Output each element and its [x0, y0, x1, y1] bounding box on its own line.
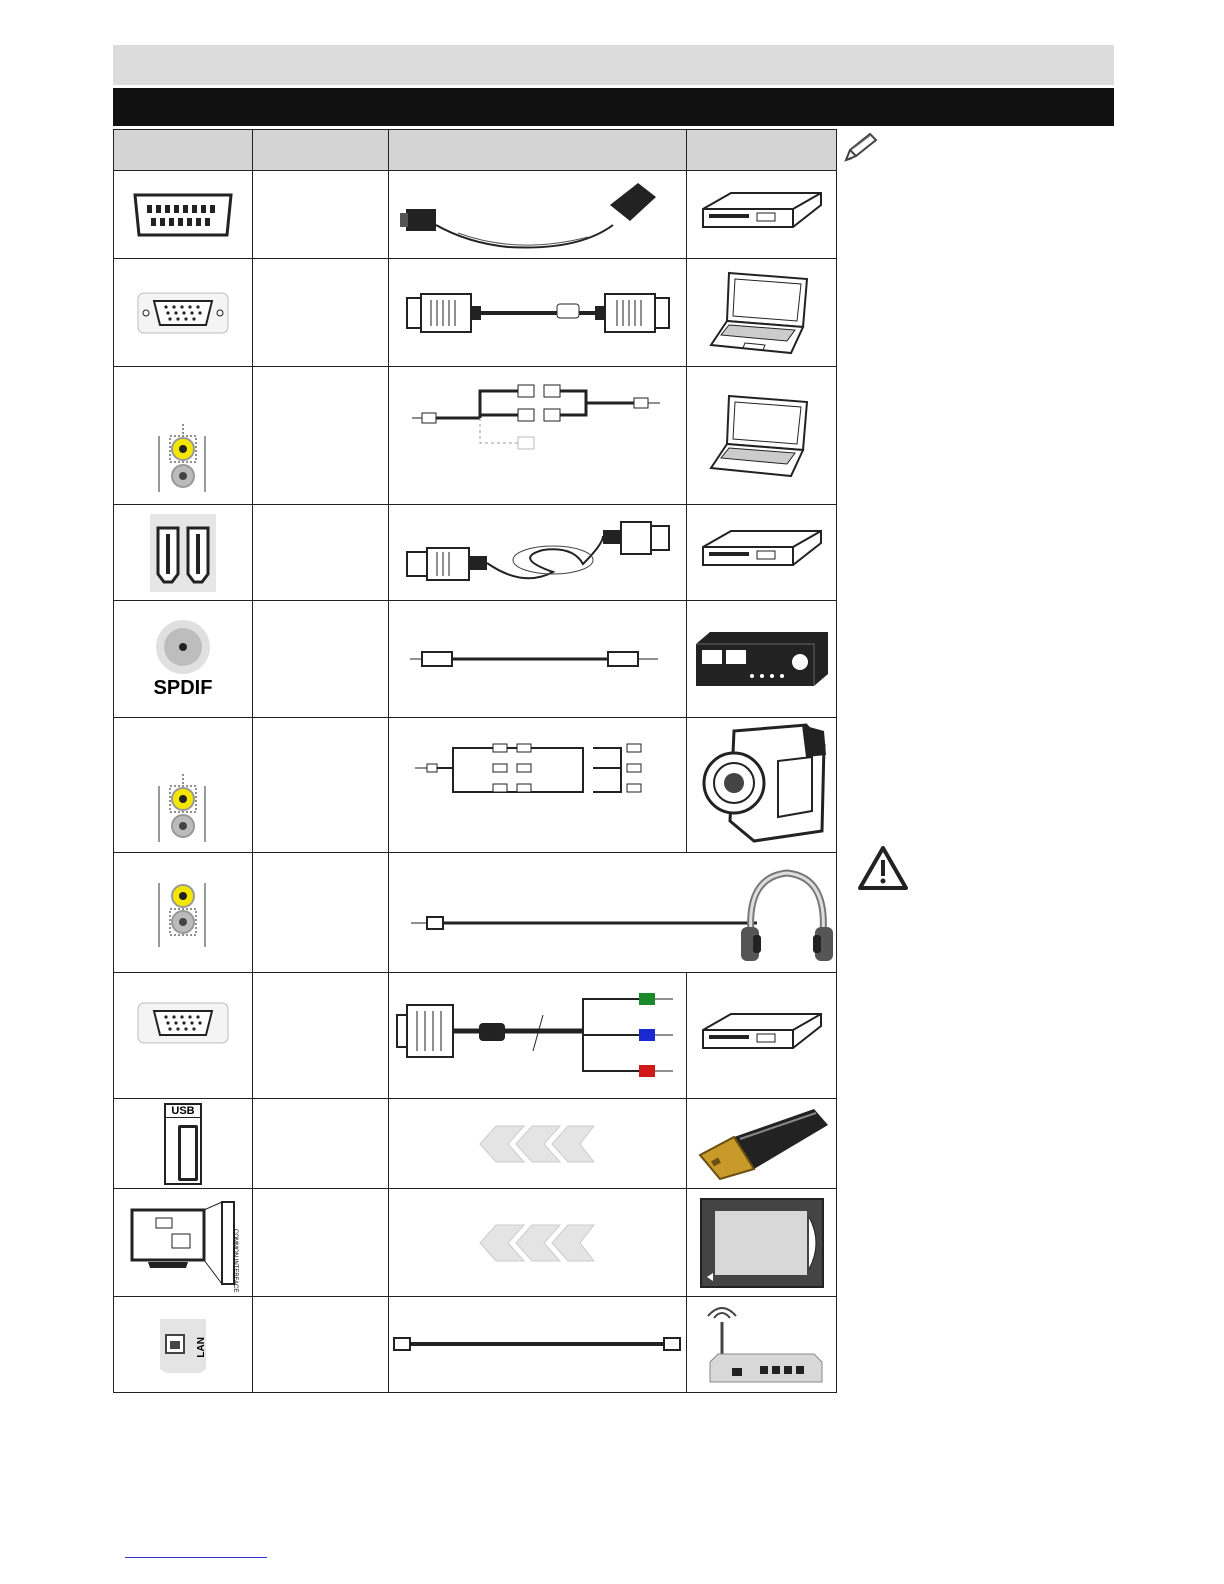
vga-socket-icon: [114, 259, 253, 367]
spdif-label: SPDIF: [153, 676, 213, 699]
camcorder-icon: [687, 718, 837, 853]
pencil-note-icon: [840, 130, 880, 166]
laptop-icon: [687, 367, 837, 505]
dvd-recorder-icon: [687, 973, 837, 1099]
audio-splitter-cable-icon: [389, 367, 687, 505]
vga-socket-icon: [114, 973, 253, 1099]
usb-label: USB: [166, 1105, 200, 1118]
type-cell: [253, 505, 389, 601]
spdif-socket-icon: [114, 601, 253, 718]
headphone-cable-icon: [389, 853, 837, 973]
type-cell: [253, 1099, 389, 1189]
component-cable-icon: [389, 973, 687, 1099]
hdmi-cable-icon: [389, 505, 687, 601]
usb-socket-icon: [114, 1099, 253, 1189]
table-row: [114, 718, 837, 853]
headphones-icon: [741, 873, 833, 961]
table-row: [114, 601, 837, 718]
usb-stick-icon: [687, 1099, 837, 1189]
type-cell: [253, 853, 389, 973]
scart-socket-icon: [114, 171, 253, 259]
amplifier-icon: [687, 601, 837, 718]
table-row: [114, 1099, 837, 1189]
dvd-recorder-icon: [687, 505, 837, 601]
table-row: [114, 1189, 837, 1297]
table-row: [114, 259, 837, 367]
router-icon: [687, 1297, 837, 1393]
type-cell: [253, 367, 389, 505]
lan-socket-icon: [114, 1297, 253, 1393]
section-title-bar: [113, 88, 1114, 126]
coaxial-cable-icon: [389, 601, 687, 718]
ci-label: COMMON INTERFACE: [232, 1229, 238, 1293]
table-row: [114, 171, 837, 259]
headphone-socket-icon: [114, 853, 253, 973]
type-cell: [253, 973, 389, 1099]
chapter-band: [113, 45, 1114, 85]
hdmi-socket-icon: [114, 505, 253, 601]
table-header-row: [114, 130, 837, 171]
column-header-connector: [114, 130, 253, 171]
lan-label: LAN: [196, 1337, 207, 1358]
column-header-type: [253, 130, 389, 171]
vga-cable-icon: [389, 259, 687, 367]
table-row: [114, 505, 837, 601]
type-cell: [253, 171, 389, 259]
av-cable-icon: [389, 718, 687, 853]
table-row: [114, 1297, 837, 1393]
ethernet-cable-icon: [389, 1297, 687, 1393]
footer-link-underline: [125, 1557, 267, 1558]
dvd-recorder-icon: [687, 171, 837, 259]
table-row: [114, 853, 837, 973]
table-row: [114, 367, 837, 505]
warning-triangle-icon: [856, 844, 910, 892]
ci-module-icon: [687, 1189, 837, 1297]
type-cell: [253, 1297, 389, 1393]
audio-jack-socket-icon: [114, 367, 253, 505]
type-cell: [253, 259, 389, 367]
insert-arrows-icon: [389, 1189, 687, 1297]
column-header-cable: [389, 130, 687, 171]
av-socket-icon: [114, 718, 253, 853]
scart-cable-icon: [389, 171, 687, 259]
insert-arrows-icon: [389, 1099, 687, 1189]
column-header-device: [687, 130, 837, 171]
type-cell: [253, 601, 389, 718]
table-row: [114, 973, 837, 1099]
laptop-icon: [687, 259, 837, 367]
type-cell: [253, 718, 389, 853]
ci-slot-icon: [114, 1189, 253, 1297]
type-cell: [253, 1189, 389, 1297]
connection-table: [113, 129, 837, 1393]
